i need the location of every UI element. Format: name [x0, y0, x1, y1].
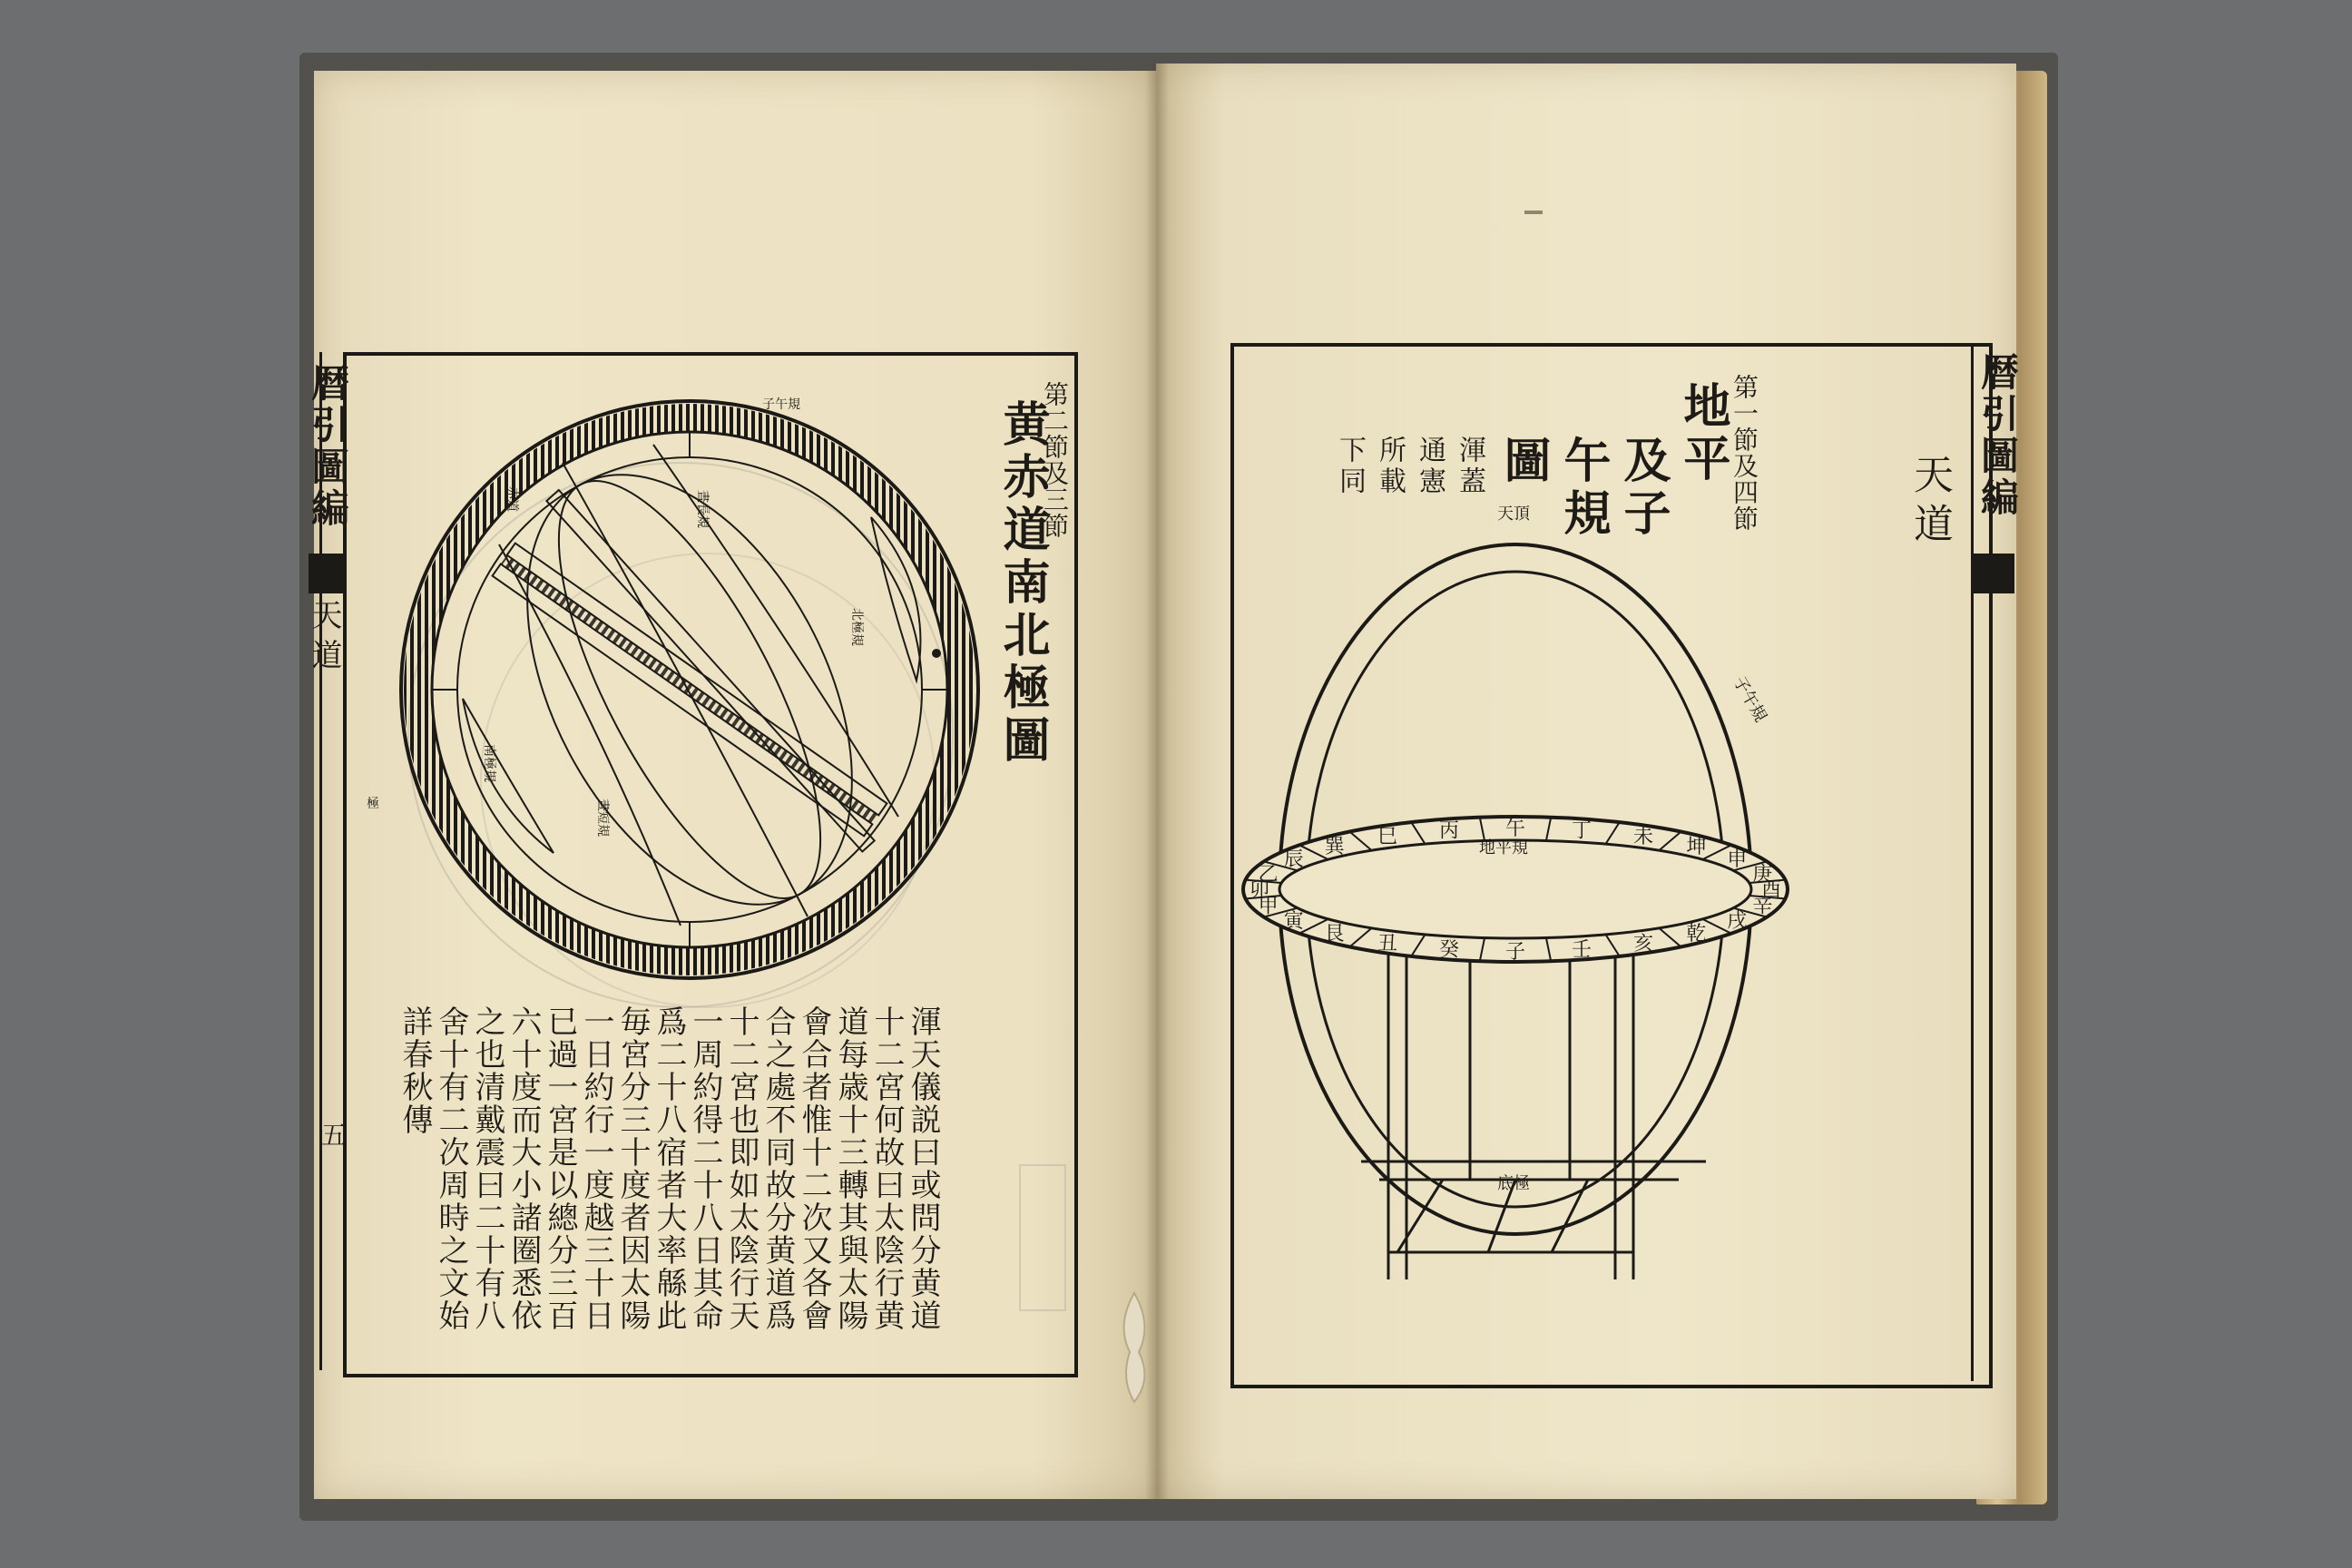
body-column: 六十度而大小諸圈悉依 [505, 1005, 542, 1332]
ring-char: 庚 [1752, 863, 1773, 887]
ring-char: 酉 [1761, 879, 1782, 902]
label-south-pole: 南極規 [482, 744, 496, 782]
left-section-ref: 第二節及三節 [1040, 381, 1070, 539]
label-meridian-right: 子午規 [1729, 673, 1770, 726]
label-pole: 極 [367, 797, 379, 811]
ring-char: 午 [1505, 818, 1526, 840]
ring-char: 乙 [1258, 863, 1279, 887]
body-column: 一日約行一度越三十日 [578, 1005, 614, 1332]
body-column: 十二宮也即如太陰行天 [723, 1005, 760, 1332]
left-body-text [399, 1005, 944, 1332]
faint-stamp [1016, 1161, 1071, 1316]
label-meridian: 子午規 [762, 397, 800, 412]
body-column: 爲二十八宿者大率緜此 [651, 1005, 687, 1332]
label-nadir: 底極 [1497, 1174, 1530, 1193]
ring-char: 亥 [1633, 932, 1654, 956]
ring-char: 寅 [1283, 910, 1304, 933]
label-zenith: 天頂 [1497, 505, 1530, 524]
ring-char: 辰 [1283, 848, 1304, 871]
body-column: 一周約得二十八日其命 [687, 1005, 723, 1332]
body-column: 舍十有二次周時之文始 [433, 1005, 469, 1332]
ring-char: 戌 [1727, 910, 1748, 933]
ring-char: 丙 [1439, 819, 1460, 843]
right-note-2: 通憲 [1414, 436, 1446, 497]
body-column: 合之處不同故分黄道爲 [760, 1005, 796, 1332]
ring-char: 坤 [1686, 835, 1707, 858]
page-number: 五 [318, 1122, 348, 1147]
label-north-pole: 北極規 [849, 608, 864, 646]
right-margin-section: 天道 [1906, 454, 1953, 552]
right-title-col1: 地平 [1675, 381, 1730, 486]
ring-char: 艮 [1324, 923, 1345, 946]
label-equator: 赤道 [505, 486, 519, 512]
ecliptic-pole-diagram [367, 381, 998, 998]
right-title-col4: 圖 [1495, 436, 1551, 488]
body-column: 道每歳十三轉其與太陽 [832, 1005, 868, 1332]
ink-mark [1524, 211, 1543, 214]
ring-char: 卯 [1250, 879, 1270, 902]
body-column: 之也清戴震曰二十有八 [469, 1005, 505, 1332]
ring-char: 甲 [1258, 895, 1279, 918]
body-column: 十二宮何故曰太陰行黄 [868, 1005, 905, 1332]
label-horizon: 地平規 [1479, 838, 1528, 858]
right-margin-title: 暦引圖編 [1975, 352, 2020, 519]
ring-char: 丑 [1377, 932, 1398, 956]
label-day-short: 晝短規 [595, 799, 610, 837]
ring-char: 未 [1633, 826, 1654, 849]
ring-char: 巽 [1324, 835, 1345, 858]
ring-char: 申 [1727, 848, 1748, 871]
right-note-3: 所載 [1374, 436, 1406, 497]
ring-char: 癸 [1439, 938, 1460, 962]
ring-char: 子 [1505, 941, 1526, 964]
ring-char: 辛 [1752, 895, 1773, 918]
left-margin-block [309, 554, 345, 593]
body-column: 渾天儀説曰或問分黄道 [905, 1005, 941, 1332]
ring-char: 壬 [1572, 938, 1592, 962]
horizon-meridian-diagram [1250, 505, 1815, 1343]
left-figure-title: 黄赤道南北極圖 [995, 399, 1050, 768]
right-note-1: 渾蓋 [1454, 436, 1485, 497]
book-gutter [1145, 64, 1169, 1499]
right-margin-block [1971, 554, 2014, 593]
ring-char: 乾 [1686, 923, 1707, 946]
body-column: 詳春秋傳 [397, 1005, 433, 1136]
right-title-col2: 及子 [1615, 436, 1671, 541]
body-column: 已過一宮是以總分三百 [542, 1005, 578, 1332]
right-title-col3: 午規 [1555, 436, 1611, 541]
label-day-long: 晝長規 [695, 490, 710, 528]
ring-char: 丁 [1572, 819, 1592, 843]
body-column: 會合者惟十二次又各會 [796, 1005, 832, 1332]
ring-char: 巳 [1377, 826, 1398, 849]
left-margin-section: 天道 [306, 599, 342, 679]
right-note-4: 下同 [1334, 436, 1366, 497]
paper-damage [1107, 1289, 1161, 1406]
left-margin-title: 暦引圖編 [306, 363, 350, 530]
right-section-ref: 第一節及四節 [1730, 374, 1759, 532]
body-column: 毎宮分三十度者因太陽 [614, 1005, 651, 1332]
